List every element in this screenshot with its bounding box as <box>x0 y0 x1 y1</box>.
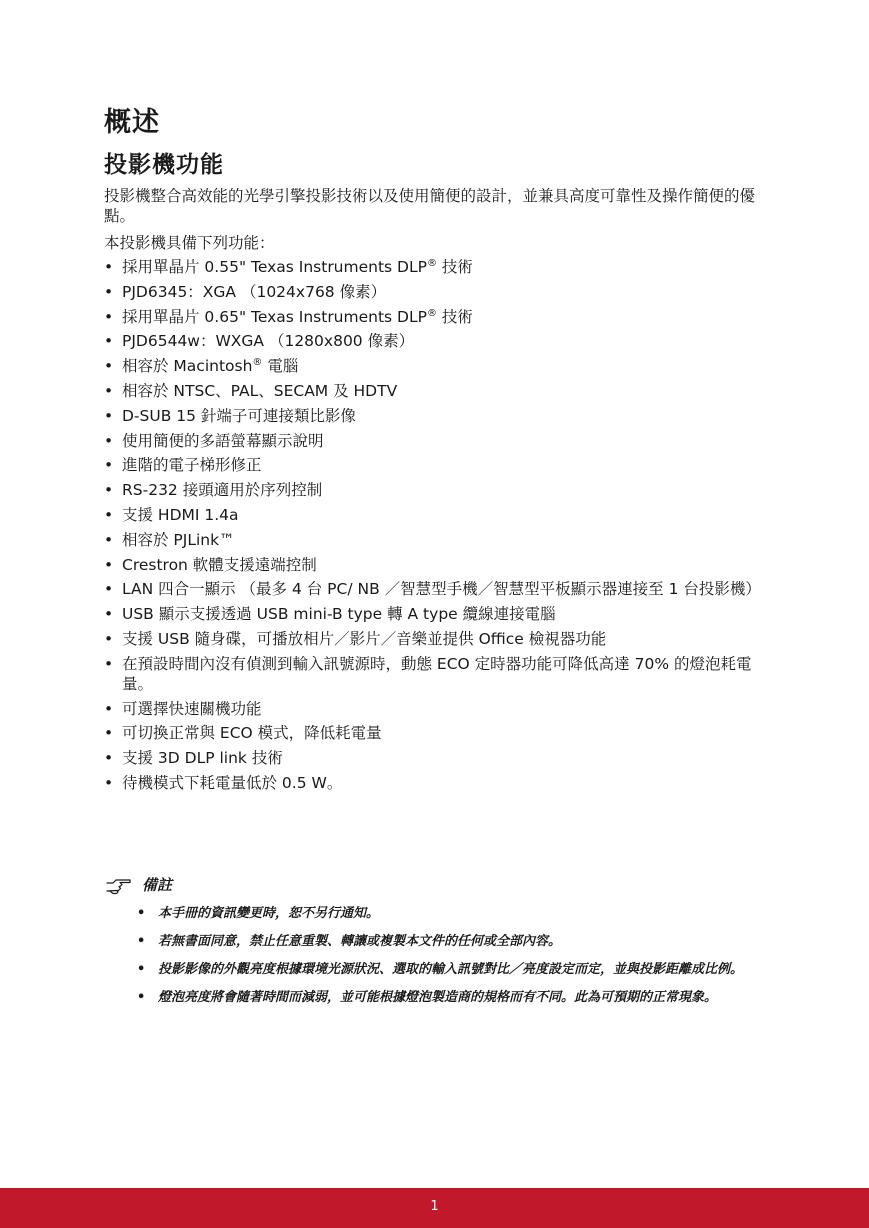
feature-list <box>104 257 772 798</box>
feature-item: • 可切換正常與 ECO 模式，降低耗電量 <box>104 723 772 743</box>
feature-item: • 相容於 NTSC、PAL、SECAM 及 HDTV <box>104 381 772 401</box>
feature-item: • 相容於 PJLink™ <box>104 530 772 550</box>
note-item: • 燈泡亮度將會隨著時間而減弱，並可能根據燈泡製造商的規格而有不同。此為可預期的正常現象。 <box>137 990 761 1006</box>
note-header <box>106 874 172 895</box>
feature-item: • PJD6544w：WXGA （1280x800 像素） <box>104 331 772 351</box>
page-number: 1 <box>430 1199 439 1214</box>
feature-item: • D-SUB 15 針端子可連接類比影像 <box>104 406 772 426</box>
feature-item: • 在預設時間內沒有偵測到輸入訊號源時，動態 ECO 定時器功能可降低高達 70% 的燈泡耗電量。 <box>104 654 772 694</box>
feature-item: • PJD6345：XGA （1024x768 像素） <box>104 282 772 302</box>
feature-item: • 可選擇快速關機功能 <box>104 699 772 719</box>
feature-item: • Crestron 軟體支援遠端控制 <box>104 555 772 575</box>
feature-item: • 採用單晶片 0.55" Texas Instruments DLP® 技術 <box>104 257 772 277</box>
feature-item: • 支援 HDMI 1.4a <box>104 505 772 525</box>
feature-item: • 進階的電子梯形修正 <box>104 455 772 475</box>
note-item: • 本手冊的資訊變更時，恕不另行通知。 <box>137 906 761 922</box>
pointing-hand-icon <box>106 875 132 895</box>
feature-item: • 採用單晶片 0.65" Texas Instruments DLP® 技術 <box>104 307 772 327</box>
section-heading: 投影機功能 <box>104 152 224 178</box>
feature-item: • 待機模式下耗電量低於 0.5 W。 <box>104 773 772 793</box>
feature-item: • LAN 四合一顯示 （最多 4 台 PC/ NB ／智慧型手機／智慧型平板顯示器連接至 1 台投影機） <box>104 579 772 599</box>
note-item: • 投影影像的外觀亮度根據環境光源狀況、選取的輸入訊號對比／亮度設定而定，並與投影距離成比例。 <box>137 962 761 978</box>
feature-item: • 支援 USB 隨身碟，可播放相片／影片／音樂並提供 Office 檢視器功能 <box>104 629 772 649</box>
feature-item: • USB 顯示支援透過 USB mini-B type 轉 A type 纜線連接電腦 <box>104 604 772 624</box>
feature-item: • RS-232 接頭適用於序列控制 <box>104 480 772 500</box>
note-list <box>137 906 761 1018</box>
feature-item: • 支援 3D DLP link 技術 <box>104 748 772 768</box>
note-item: • 若無書面同意，禁止任意重製、轉讓或複製本文件的任何或全部內容。 <box>137 934 761 950</box>
feature-item: • 使用簡便的多語螢幕顯示說明 <box>104 431 772 451</box>
feature-item: • 相容於 Macintosh® 電腦 <box>104 356 772 376</box>
features-lead: 本投影機具備下列功能： <box>104 234 275 252</box>
note-title: 備註 <box>142 876 173 894</box>
intro-paragraph: 投影機整合高效能的光學引擎投影技術以及使用簡便的設計，並兼具高度可靠性及操作簡便的優點。 <box>104 187 756 225</box>
page-heading: 概述 <box>104 107 160 138</box>
